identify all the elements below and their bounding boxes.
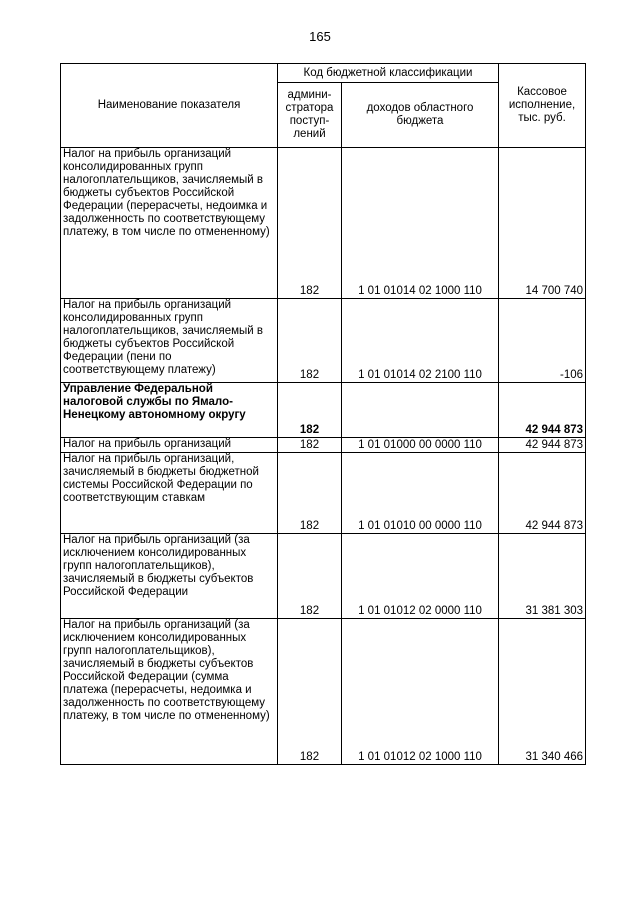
administrator-code-cell: 182 bbox=[278, 453, 342, 534]
income-code-cell: 1 01 01012 02 0000 110 bbox=[342, 534, 499, 619]
table-body bbox=[61, 148, 586, 765]
header-budget-classification-code: Код бюджетной классификации bbox=[278, 64, 499, 83]
cash-execution-cell: 42 944 873 bbox=[499, 438, 586, 453]
table-row bbox=[61, 534, 586, 619]
administrator-code-cell: 182 bbox=[278, 534, 342, 619]
indicator-name-cell: Налог на прибыль организаций (за исключением консолидированных групп налогоплательщиков), зачисляемый в бюджеты субъектов Российской Федерации bbox=[61, 534, 278, 619]
administrator-code-cell: 182 bbox=[278, 148, 342, 299]
indicator-name-cell: Управление Федеральной налоговой службы по Ямало-Ненецкому автономному округу bbox=[61, 383, 278, 438]
administrator-code-cell: 182 bbox=[278, 619, 342, 765]
cash-execution-cell: 31 340 466 bbox=[499, 619, 586, 765]
income-code-cell: 1 01 01010 00 0000 110 bbox=[342, 453, 499, 534]
table-row bbox=[61, 438, 586, 453]
administrator-code-cell: 182 bbox=[278, 383, 342, 438]
table-row bbox=[61, 299, 586, 383]
indicator-name-cell: Налог на прибыль организаций (за исключением консолидированных групп налогоплательщиков), зачисляемый в бюджеты субъектов Российской Федерации (сумма платежа (перерасчеты, недоимка и задолженность по соответствующему платежу, в том числе по отмененному) bbox=[61, 619, 278, 765]
header-administrator: админи-стратора поступ-лений bbox=[278, 83, 342, 148]
cash-execution-cell: 42 944 873 bbox=[499, 383, 586, 438]
administrator-code-cell: 182 bbox=[278, 438, 342, 453]
indicator-name-cell: Налог на прибыль организаций, зачисляемый в бюджеты бюджетной системы Российской Федерации по соответствующим ставкам bbox=[61, 453, 278, 534]
income-code-cell: 1 01 01014 02 1000 110 bbox=[342, 148, 499, 299]
cash-execution-cell: 14 700 740 bbox=[499, 148, 586, 299]
income-code-cell: 1 01 01014 02 2100 110 bbox=[342, 299, 499, 383]
table-row bbox=[61, 383, 586, 438]
header-regional-budget-income: доходов областного бюджета bbox=[342, 83, 499, 148]
page-number: 165 bbox=[309, 29, 331, 44]
income-code-cell: 1 01 01012 02 1000 110 bbox=[342, 619, 499, 765]
cash-execution-cell: 42 944 873 bbox=[499, 453, 586, 534]
budget-table bbox=[60, 63, 586, 765]
table-row bbox=[61, 148, 586, 299]
header-indicator-name: Наименование показателя bbox=[61, 64, 278, 148]
indicator-name-cell: Налог на прибыль организаций консолидированных групп налогоплательщиков, зачисляемый в бюджеты субъектов Российской Федерации (пени по соответствующему платежу) bbox=[61, 299, 278, 383]
administrator-code-cell: 182 bbox=[278, 299, 342, 383]
table-row bbox=[61, 453, 586, 534]
indicator-name-cell: Налог на прибыль организаций консолидированных групп налогоплательщиков, зачисляемый в бюджеты субъектов Российской Федерации (перерасчеты, недоимка и задолженность по соответствующему платежу, в том числе по отмененному) bbox=[61, 148, 278, 299]
income-code-cell: 1 01 01000 00 0000 110 bbox=[342, 438, 499, 453]
table-row bbox=[61, 619, 586, 765]
indicator-name-cell: Налог на прибыль организаций bbox=[61, 438, 278, 453]
income-code-cell bbox=[342, 383, 499, 438]
cash-execution-cell: 31 381 303 bbox=[499, 534, 586, 619]
cash-execution-cell: -106 bbox=[499, 299, 586, 383]
header-cash-execution: Кассовое исполнение, тыс. руб. bbox=[499, 64, 586, 148]
table-header bbox=[61, 64, 586, 148]
